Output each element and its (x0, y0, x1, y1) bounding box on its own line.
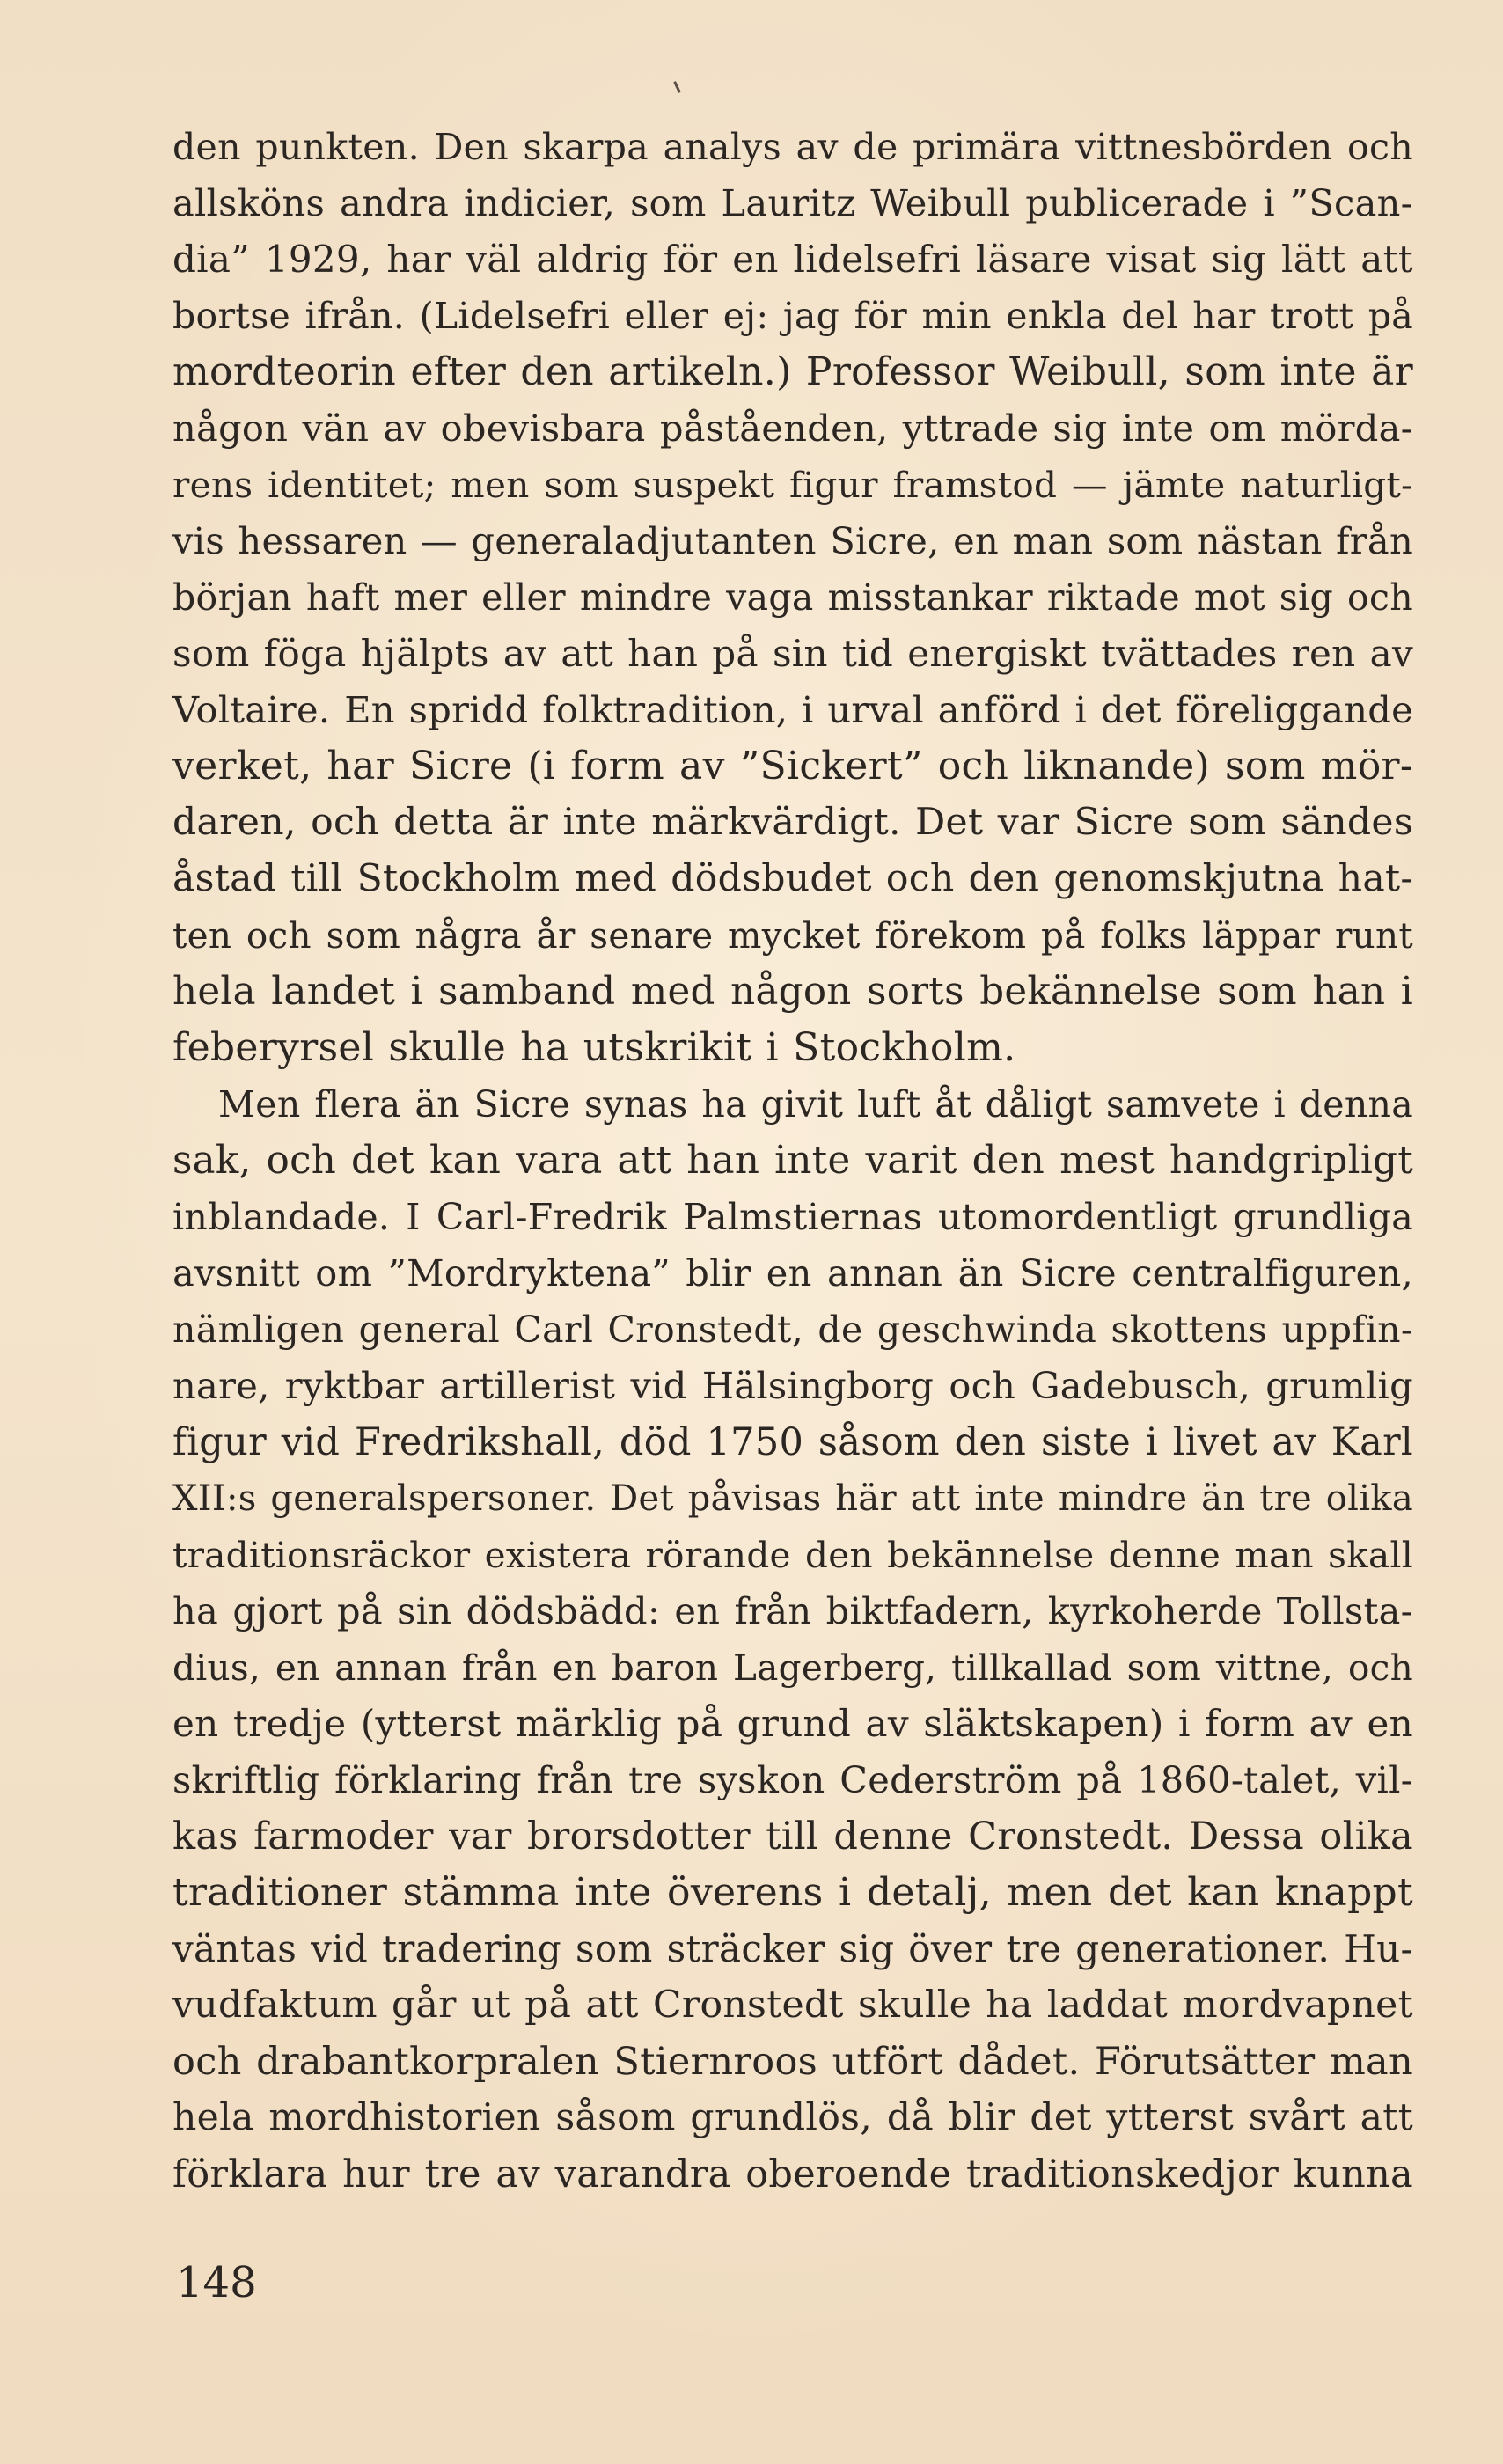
text-line: skriftlig förklaring från tre syskon Cederström på 1860-talet, vil- (172, 1758, 1413, 1801)
text-line: avsnitt om ”Mordryktena” blir en annan än Sicre centralfiguren, (172, 1251, 1413, 1294)
text-line: kas farmoder var brorsdotter till denne Cronstedt. Dessa olika (172, 1815, 1413, 1859)
text-line: ha gjort på sin dödsbädd: en från biktfadern, kyrkoherde Tollsta- (172, 1589, 1413, 1632)
text-line: traditionsräckor existera rörande den bekännelse denne man skall (172, 1534, 1413, 1576)
text-line: allsköns andra indicier, som Lauritz Weibull publicerade i ”Scan- (172, 181, 1413, 224)
text-line: åstad till Stockholm med dödsbudet och den genomskjutna hat- (172, 857, 1413, 900)
text-line: figur vid Fredrikshall, död 1750 såsom den siste i livet av Karl (172, 1420, 1413, 1464)
text-line: och drabantkorpralen Stiernroos utfört dådet. Förutsätter man (172, 2040, 1413, 2084)
text-line: ten och som några år senare mycket förekom på folks läppar runt (172, 914, 1413, 957)
text-line: nämligen general Carl Cronstedt, de geschwinda skottens uppfin- (172, 1309, 1413, 1351)
text-line: dius, en annan från en baron Lagerberg, tillkallad som vittne, och (172, 1646, 1413, 1689)
text-line: hela landet i samband med någon sorts bekännelse som han i (172, 970, 1413, 1014)
text-line: förklara hur tre av varandra oberoende traditionskedjor kunna (172, 2152, 1413, 2196)
text-line: rens identitet; men som suspekt figur framstod — jämte naturligt- (172, 464, 1413, 506)
ink-speck (673, 81, 681, 93)
text-line: Voltaire. En spridd folktradition, i urval anförd i det föreliggande (172, 688, 1413, 731)
text-line: XII:s generalspersoner. Det påvisas här att inte mindre än tre olika (172, 1478, 1413, 1519)
text-line: daren, och detta är inte märkvärdigt. Det var Sicre som sändes (172, 801, 1413, 844)
body-text (172, 119, 1413, 2203)
text-line: som föga hjälpts av att han på sin tid energiskt tvättades ren av (172, 632, 1413, 675)
text-line: dia” 1929, har väl aldrig för en lidelsefri läsare visat sig lätt att (172, 238, 1413, 281)
text-line: sak, och det kan vara att han inte varit den mest handgripligt (172, 1139, 1413, 1183)
text-line: väntas vid tradering som sträcker sig över tre generationer. Hu- (172, 1927, 1413, 1970)
text-line: verket, har Sicre (i form av ”Sickert” och liknande) som mör- (172, 744, 1413, 788)
text-line: den punkten. Den skarpa analys av de primära vittnesbörden och (172, 126, 1413, 168)
text-line: nare, ryktbar artillerist vid Hälsingborg och Gadebusch, grumlig (172, 1364, 1413, 1407)
text-line: traditioner stämma inte överens i detalj, men det kan knappt (172, 1870, 1413, 1915)
text-line: någon vän av obevisbara påståenden, yttrade sig inte om mörda- (172, 407, 1413, 450)
paragraph-end-line: feberyrsel skulle ha utskrikit i Stockholm. (172, 1025, 1016, 1070)
text-line: vudfaktum går ut på att Cronstedt skulle ha laddat mordvapnet (172, 1984, 1413, 2027)
text-line: bortse ifrån. (Lidelsefri eller ej: jag för min enkla del har trott på (172, 295, 1413, 337)
text-line: hela mordhistorien såsom grundlös, då blir det ytterst svårt att (172, 2096, 1413, 2139)
text-line: inblandade. I Carl-Fredrik Palmstiernas utomordentligt grundliga (172, 1196, 1413, 1238)
text-line: mordteorin efter den artikeln.) Professor Weibull, som inte är (172, 349, 1413, 394)
text-line: början haft mer eller mindre vaga misstankar riktade mot sig och (172, 576, 1413, 619)
paragraph-start-line: Men flera än Sicre synas ha givit luft åt dåligt samvete i denna (218, 1083, 1413, 1126)
text-line: vis hessaren — generaladjutanten Sicre, en man som nästan från (172, 519, 1413, 562)
text-line: en tredje (ytterst märklig på grund av släktskapen) i form av en (172, 1702, 1413, 1745)
page-number: 148 (176, 2258, 257, 2307)
